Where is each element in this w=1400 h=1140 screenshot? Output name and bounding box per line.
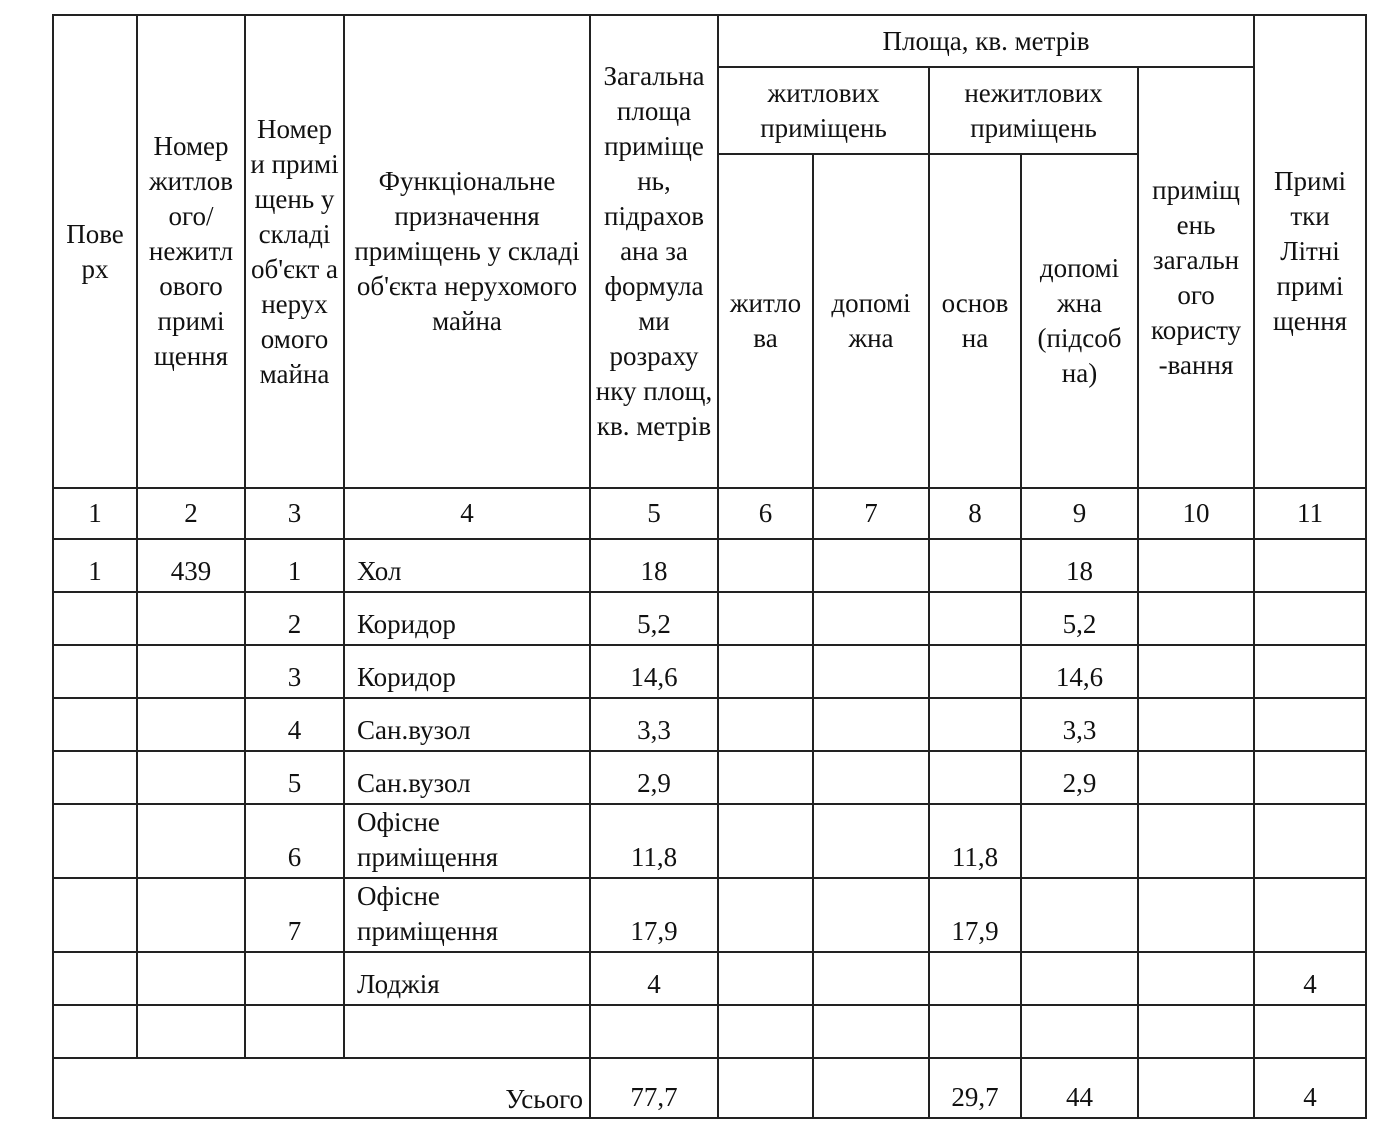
cell-notes [1254, 539, 1366, 592]
cell-common-use [1138, 698, 1254, 751]
cell-nonresidential-main [929, 952, 1021, 1005]
cell-notes: 4 [1254, 952, 1366, 1005]
cell-room: 4 [245, 698, 344, 751]
cell-unit [137, 751, 245, 804]
cell-room: 1 [245, 539, 344, 592]
cell-nonresidential-aux: 5,2 [1021, 592, 1138, 645]
total-notes: 4 [1254, 1058, 1366, 1118]
cell-nonresidential-main: 17,9 [929, 878, 1021, 952]
header-nonresidential-aux: допомі жна (підсоб на) [1021, 154, 1138, 488]
column-number: 3 [245, 488, 344, 539]
cell-nonresidential-aux: 2,9 [1021, 751, 1138, 804]
cell-notes [1254, 592, 1366, 645]
cell-room: 3 [245, 645, 344, 698]
cell-room-name: Коридор [344, 592, 590, 645]
cell-floor [53, 804, 137, 878]
cell-room [245, 1005, 344, 1058]
column-number: 5 [590, 488, 718, 539]
cell-room-name: Офісне приміщення [344, 878, 590, 952]
cell-total-area: 2,9 [590, 751, 718, 804]
cell-room: 2 [245, 592, 344, 645]
cell-residential-main [718, 751, 813, 804]
cell-nonresidential-aux: 14,6 [1021, 645, 1138, 698]
cell-residential-aux [813, 645, 929, 698]
cell-nonresidential-main [929, 539, 1021, 592]
cell-floor [53, 592, 137, 645]
cell-residential-main [718, 804, 813, 878]
header-row-1 [53, 15, 1366, 67]
cell-room-name: Коридор [344, 645, 590, 698]
header-unit-number: Номер житлов ого/ нежитл ового примі щення [137, 15, 245, 488]
cell-nonresidential-aux [1021, 878, 1138, 952]
cell-nonresidential-aux [1021, 1005, 1138, 1058]
cell-notes [1254, 878, 1366, 952]
cell-nonresidential-main [929, 592, 1021, 645]
cell-notes [1254, 1005, 1366, 1058]
cell-room: 7 [245, 878, 344, 952]
cell-floor [53, 698, 137, 751]
cell-floor [53, 952, 137, 1005]
total-nonresidential-aux: 44 [1021, 1058, 1138, 1118]
cell-common-use [1138, 1005, 1254, 1058]
cell-residential-main [718, 592, 813, 645]
cell-residential-main [718, 952, 813, 1005]
cell-residential-main [718, 878, 813, 952]
cell-notes [1254, 698, 1366, 751]
cell-residential-aux [813, 698, 929, 751]
cell-nonresidential-main: 11,8 [929, 804, 1021, 878]
header-residential-main: житло ва [718, 154, 813, 488]
column-number: 7 [813, 488, 929, 539]
cell-floor [53, 878, 137, 952]
table-row [53, 645, 1366, 698]
cell-residential-main [718, 645, 813, 698]
total-common-use [1138, 1058, 1254, 1118]
table-row [53, 952, 1366, 1005]
cell-nonresidential-aux: 3,3 [1021, 698, 1138, 751]
column-number: 8 [929, 488, 1021, 539]
cell-floor: 1 [53, 539, 137, 592]
total-label: Усього [53, 1058, 590, 1118]
cell-unit [137, 592, 245, 645]
cell-notes [1254, 645, 1366, 698]
cell-common-use [1138, 878, 1254, 952]
cell-nonresidential-aux [1021, 804, 1138, 878]
cell-unit [137, 952, 245, 1005]
header-residential: житлових приміщень [718, 67, 929, 154]
cell-common-use [1138, 592, 1254, 645]
cell-unit [137, 804, 245, 878]
total-row [53, 1058, 1366, 1118]
header-common-use: приміщ ень загальн ого користу -вання [1138, 67, 1254, 488]
cell-total-area: 18 [590, 539, 718, 592]
cell-total-area [590, 1005, 718, 1058]
cell-unit: 439 [137, 539, 245, 592]
column-number: 4 [344, 488, 590, 539]
cell-common-use [1138, 645, 1254, 698]
cell-total-area: 5,2 [590, 592, 718, 645]
floor-area-table-sheet [52, 14, 1365, 1119]
table-row [53, 751, 1366, 804]
cell-total-area: 3,3 [590, 698, 718, 751]
table-row [53, 804, 1366, 878]
header-floor: Пове рх [53, 15, 137, 488]
total-residential-aux [813, 1058, 929, 1118]
cell-floor [53, 751, 137, 804]
column-number: 1 [53, 488, 137, 539]
total-area-sum: 77,7 [590, 1058, 718, 1118]
cell-common-use [1138, 804, 1254, 878]
cell-nonresidential-aux: 18 [1021, 539, 1138, 592]
cell-room-name: Сан.вузол [344, 698, 590, 751]
cell-room [245, 952, 344, 1005]
cell-residential-aux [813, 804, 929, 878]
cell-nonresidential-main [929, 751, 1021, 804]
column-number: 10 [1138, 488, 1254, 539]
total-residential-main [718, 1058, 813, 1118]
header-area-group: Площа, кв. метрів [718, 15, 1254, 67]
cell-residential-main [718, 1005, 813, 1058]
cell-unit [137, 698, 245, 751]
cell-nonresidential-main [929, 698, 1021, 751]
table-row [53, 539, 1366, 592]
cell-total-area: 14,6 [590, 645, 718, 698]
cell-residential-aux [813, 1005, 929, 1058]
column-number: 2 [137, 488, 245, 539]
cell-unit [137, 878, 245, 952]
floor-area-table [52, 14, 1367, 1119]
table-row [53, 1005, 1366, 1058]
cell-residential-aux [813, 878, 929, 952]
cell-total-area: 4 [590, 952, 718, 1005]
cell-notes [1254, 751, 1366, 804]
cell-floor [53, 645, 137, 698]
column-number: 6 [718, 488, 813, 539]
cell-room-name: Сан.вузол [344, 751, 590, 804]
cell-room-name: Лоджія [344, 952, 590, 1005]
cell-room: 5 [245, 751, 344, 804]
table-row [53, 592, 1366, 645]
cell-floor [53, 1005, 137, 1058]
cell-unit [137, 645, 245, 698]
cell-room-name [344, 1005, 590, 1058]
cell-residential-aux [813, 592, 929, 645]
header-nonresidential: нежитлових приміщень [929, 67, 1138, 154]
column-number-row [53, 488, 1366, 539]
header-notes: Примі тки Літні примі щення [1254, 15, 1366, 488]
header-total-area: Загальна площа приміще нь, підрахов ана за формула ми розраху нку площ, кв. метрів [590, 15, 718, 488]
cell-common-use [1138, 751, 1254, 804]
cell-residential-aux [813, 539, 929, 592]
cell-common-use [1138, 539, 1254, 592]
header-residential-aux: допомі жна [813, 154, 929, 488]
total-nonresidential-main: 29,7 [929, 1058, 1021, 1118]
cell-room-name: Хол [344, 539, 590, 592]
cell-nonresidential-aux [1021, 952, 1138, 1005]
header-room-number: Номер и примі щень у складі об'єкт а нерух омого майна [245, 15, 344, 488]
cell-nonresidential-main [929, 645, 1021, 698]
cell-unit [137, 1005, 245, 1058]
header-nonresidential-main: основ на [929, 154, 1021, 488]
cell-room-name: Офісне приміщення [344, 804, 590, 878]
cell-residential-main [718, 539, 813, 592]
cell-residential-main [718, 698, 813, 751]
header-function: Функціональне призначення приміщень у складі об'єкта нерухомого майна [344, 15, 590, 488]
column-number: 9 [1021, 488, 1138, 539]
cell-room: 6 [245, 804, 344, 878]
cell-common-use [1138, 952, 1254, 1005]
cell-total-area: 17,9 [590, 878, 718, 952]
cell-residential-aux [813, 952, 929, 1005]
cell-residential-aux [813, 751, 929, 804]
cell-notes [1254, 804, 1366, 878]
cell-nonresidential-main [929, 1005, 1021, 1058]
column-number: 11 [1254, 488, 1366, 539]
table-row [53, 878, 1366, 952]
table-row [53, 698, 1366, 751]
cell-total-area: 11,8 [590, 804, 718, 878]
